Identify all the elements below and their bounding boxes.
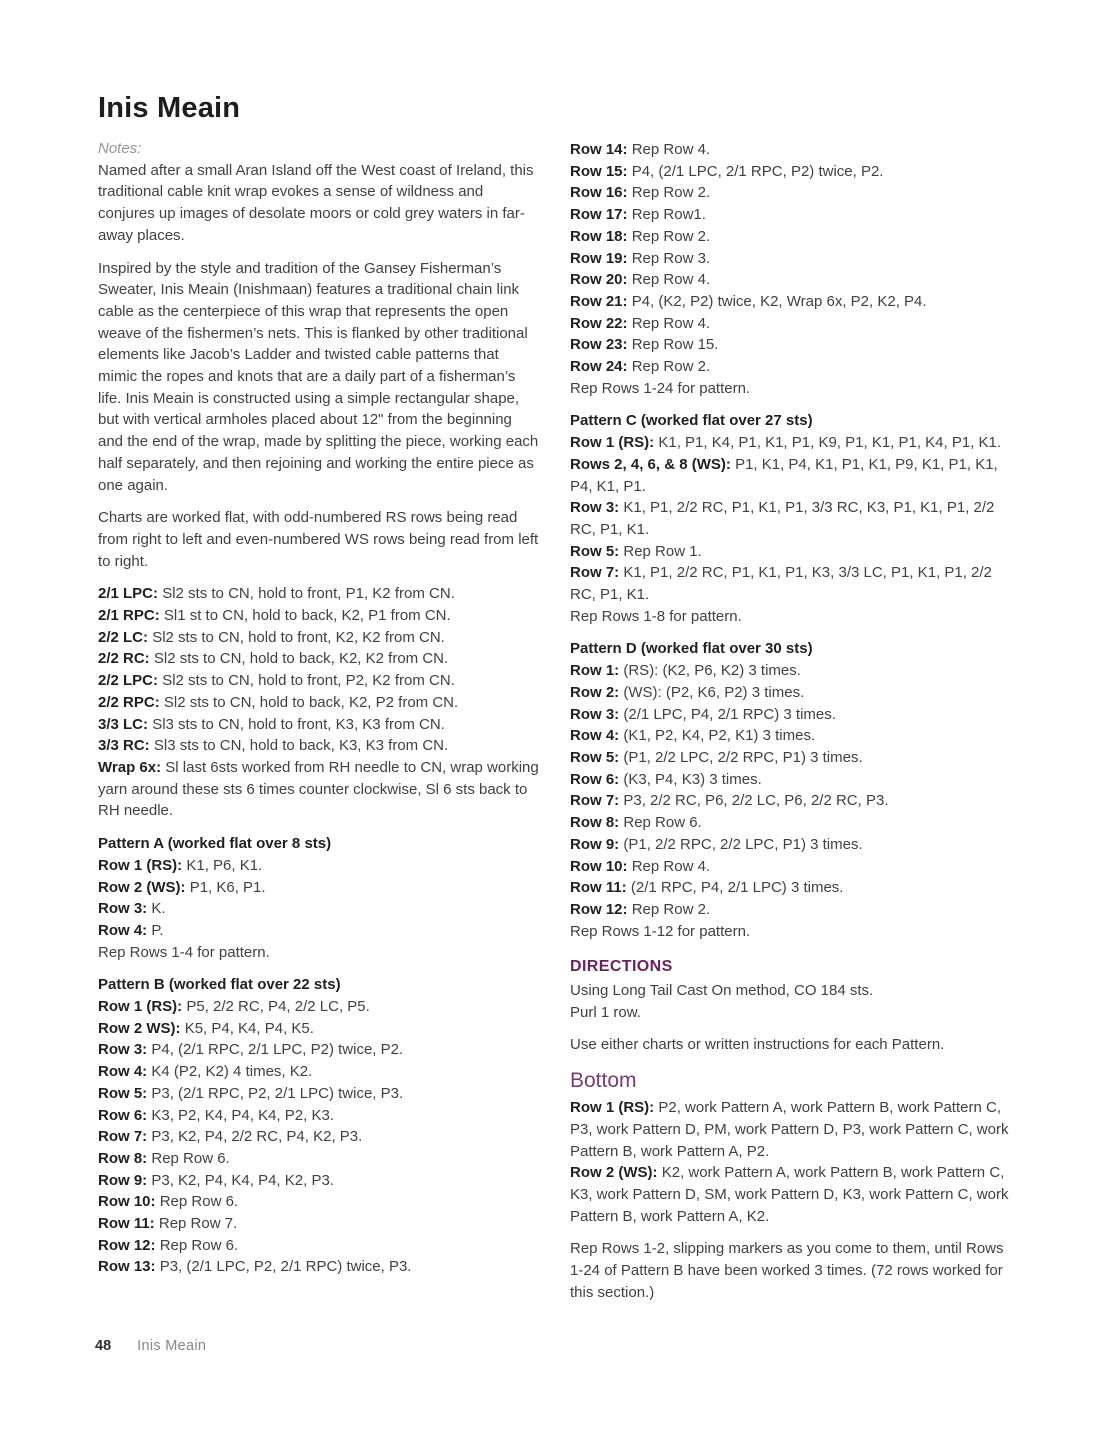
row-label: Row 2 (WS): [98, 878, 186, 896]
row-label: Row 16: [570, 184, 628, 202]
row-label: Row 10: [570, 857, 628, 875]
stitch-key-row [98, 692, 541, 714]
row-instructions: Rep Row 4. [631, 857, 711, 875]
row-instructions: Rep Row 6. [159, 1236, 239, 1254]
row-label: Row 11: [98, 1215, 155, 1233]
directions-line [570, 980, 1017, 1002]
pattern-row [98, 996, 541, 1018]
row-instructions: (K3, P4, K3) 3 times. [623, 770, 762, 788]
stitch-abbreviation: 3/3 RC: [98, 737, 150, 755]
pattern-row [570, 562, 1017, 605]
stitch-abbreviation: Wrap 6x: [98, 758, 162, 776]
intro-paragraph-text: Charts are worked flat, with odd-numbered RS rows being read from right to left and even-numbered WS rows being read from left to right. [98, 509, 539, 570]
footer-title: Inis Meain [137, 1338, 207, 1354]
stitch-key-row [98, 605, 541, 627]
bottom-heading: Bottom [570, 1069, 637, 1093]
pattern-row [570, 541, 1017, 563]
row-label: Row 19: [570, 249, 628, 267]
pattern-d-heading: Pattern D (worked flat over 30 sts) [570, 640, 813, 658]
intro-paragraph-text: Inspired by the style and tradition of the Gansey Fisherman’s Sweater, Inis Meain (Inishmaan) features a traditional chain link cable as the centerpiece of this wrap that represents the open weave of the fishermen’s nets. This is flanked by other traditional elements like Jacob’s Ladder and twisted cable patterns that mimic the ropes and knots that are a daily part of a fisherman’s life. Inis Meain is constructed using a simple rectangular shape, but with vertical armholes placed about 12" from the beginning and the end of the wrap, made by splitting the piece, working each half separately, and then rejoining and working the entire piece as one again. [98, 259, 539, 494]
row-label: Row 12: [98, 1236, 156, 1254]
row-instructions: Rep Row1. [631, 206, 706, 224]
pattern-d-repeat-note: Rep Rows 1-12 for pattern. [570, 922, 751, 940]
row-instructions: Rep Row 6. [623, 814, 702, 832]
row-label: Row 18: [570, 227, 628, 245]
stitch-key-row [98, 714, 541, 736]
row-label: Row 1 (RS): [570, 1099, 655, 1117]
pattern-row [570, 269, 1017, 291]
pattern-row [570, 790, 1017, 812]
pattern-row [570, 432, 1017, 454]
row-instructions: K1, P1, K4, P1, K1, P1, K9, P1, K1, P1, K4, P1, K1. [658, 434, 1002, 452]
row-label: Row 7: [570, 792, 620, 810]
row-instructions: Rep Row 2. [631, 900, 711, 918]
page-footer [95, 1336, 206, 1358]
left-column [98, 92, 541, 1278]
row-instructions: P4, (K2, P2) twice, K2, Wrap 6x, P2, K2, P4. [631, 292, 927, 310]
right-column [570, 139, 1017, 1303]
row-label: Row 5: [98, 1084, 148, 1102]
stitch-abbreviation: 2/2 LC: [98, 628, 149, 646]
directions-note: Use either charts or written instructions for each Pattern. [570, 1036, 945, 1054]
stitch-abbreviation: 2/2 LPC: [98, 672, 159, 690]
pattern-row [570, 812, 1017, 834]
pattern-a-heading: Pattern A (worked flat over 8 sts) [98, 835, 332, 853]
pattern-row [98, 1256, 541, 1278]
directions-lines [570, 980, 1017, 1023]
stitch-abbreviation: 2/2 RC: [98, 650, 150, 668]
stitch-definition: Sl2 sts to CN, hold to back, K2, P2 from CN. [163, 693, 459, 711]
pattern-row [570, 226, 1017, 248]
row-label: Row 7: [570, 564, 620, 582]
row-label: Row 2: [570, 683, 620, 701]
row-instructions: Rep Row 6. [159, 1193, 239, 1211]
row-label: Row 5: [570, 748, 620, 766]
row-instructions: P2, work Pattern A, work Pattern B, work Pattern C, P3, work Pattern D, PM, work Pattern D, P3, work Pattern C, work Pattern B, work Pattern A, P2. [570, 1099, 1009, 1160]
pattern-b-section-part2 [570, 139, 1017, 399]
stitch-key-row [98, 757, 541, 822]
bottom-rows [570, 1097, 1017, 1227]
pattern-a-repeat-note: Rep Rows 1-4 for pattern. [98, 943, 270, 961]
pattern-b-heading: Pattern B (worked flat over 22 sts) [98, 976, 341, 994]
pattern-d-rows [570, 660, 1017, 920]
pattern-row [570, 313, 1017, 335]
row-label: Row 24: [570, 358, 628, 376]
stitch-key-row [98, 670, 541, 692]
stitch-abbreviation: 3/3 LC: [98, 715, 149, 733]
intro-paragraph [98, 507, 541, 572]
row-instructions: Rep Row 4. [631, 271, 711, 289]
directions-section [570, 956, 1017, 1056]
stitch-definition: Sl3 sts to CN, hold to front, K3, K3 from CN. [152, 715, 445, 733]
row-instructions: P4, (2/1 LPC, 2/1 RPC, P2) twice, P2. [631, 162, 884, 180]
bottom-repeat-note: Rep Rows 1-2, slipping markers as you come to them, until Rows 1-24 of Pattern B have been worked 3 times. (72 rows worked for this section.) [570, 1240, 1004, 1301]
pattern-b-section-part1 [98, 974, 541, 1278]
row-instructions: P3, K2, P4, 2/2 RC, P4, K2, P3. [151, 1128, 363, 1146]
row-label: Row 12: [570, 900, 628, 918]
row-label: Row 9: [98, 1171, 148, 1189]
pattern-b-rows-right [570, 139, 1017, 378]
pattern-a-section [98, 833, 541, 963]
pattern-row [98, 1061, 541, 1083]
directions-heading: DIRECTIONS [570, 958, 673, 976]
row-label: Row 3: [570, 499, 620, 517]
row-label: Row 20: [570, 271, 628, 289]
row-instructions: (2/1 LPC, P4, 2/1 RPC) 3 times. [623, 705, 836, 723]
row-instructions: Rep Row 7. [158, 1215, 238, 1233]
stitch-definition: Sl1 st to CN, hold to back, K2, P1 from CN. [163, 607, 451, 625]
pattern-row [570, 747, 1017, 769]
row-instructions: K4 (P2, K2) 4 times, K2. [151, 1063, 313, 1081]
row-instructions: K1, P6, K1. [186, 856, 263, 874]
row-label: Row 6: [570, 770, 620, 788]
pattern-c-heading: Pattern C (worked flat over 27 sts) [570, 412, 813, 430]
stitch-definition: Sl last 6sts worked from RH needle to CN, wrap working yarn around these sts 6 times counter clockwise, Sl 6 sts back to RH needle. [98, 758, 539, 820]
intro-paragraphs [98, 160, 541, 573]
row-instructions: P4, (2/1 RPC, 2/1 LPC, P2) twice, P2. [151, 1041, 404, 1059]
pattern-d-section [570, 638, 1017, 942]
pattern-row [570, 682, 1017, 704]
row-instructions: Rep Row 1. [623, 542, 702, 560]
row-label: Row 1 (RS): [570, 434, 655, 452]
row-instructions: (P1, 2/2 RPC, 2/2 LPC, P1) 3 times. [623, 835, 863, 853]
row-label: Row 7: [98, 1128, 148, 1146]
directions-line [570, 1002, 1017, 1024]
row-label: Row 5: [570, 542, 620, 560]
pattern-row [570, 161, 1017, 183]
pattern-row [570, 660, 1017, 682]
row-instructions: Rep Row 2. [631, 358, 711, 376]
pattern-row [570, 1097, 1017, 1162]
pattern-c-repeat-note: Rep Rows 1-8 for pattern. [570, 607, 742, 625]
row-label: Row 13: [98, 1258, 156, 1276]
row-label: Row 14: [570, 141, 628, 158]
row-instructions: (RS): (K2, P6, K2) 3 times. [623, 662, 801, 680]
pattern-row [98, 1018, 541, 1040]
intro-paragraph [98, 258, 541, 497]
row-instructions: Rep Row 2. [631, 227, 711, 245]
pattern-row [570, 248, 1017, 270]
stitch-abbreviation: 2/2 RPC: [98, 693, 160, 711]
intro-paragraph-text: Named after a small Aran Island off the West coast of Ireland, this traditional cable knit wrap evokes a sense of wildness and conjures up images of desolate moors or cold grey waters in far-away places. [98, 161, 534, 244]
stitch-key-row [98, 735, 541, 757]
row-instructions: (WS): (P2, K6, P2) 3 times. [623, 683, 805, 701]
row-label: Row 11: [570, 879, 627, 897]
stitch-definition: Sl3 sts to CN, hold to back, K3, K3 from CN. [153, 737, 449, 755]
row-instructions: Rep Row 4. [631, 141, 711, 158]
row-label: Row 2 (WS): [570, 1164, 658, 1182]
pattern-row [570, 182, 1017, 204]
row-instructions: K2, work Pattern A, work Pattern B, work Pattern C, K3, work Pattern D, SM, work Pattern D, K3, work Pattern C, work Pattern B, work Pattern A, K2. [570, 1164, 1009, 1225]
row-instructions: Rep Row 2. [631, 184, 711, 202]
pattern-row [570, 356, 1017, 378]
pattern-row [570, 334, 1017, 356]
row-instructions: K5, P4, K4, P4, K5. [184, 1019, 314, 1037]
pattern-row [98, 1235, 541, 1257]
row-instructions: P1, K1, P4, K1, P1, K1, P9, K1, P1, K1, P4, K1, P1. [570, 455, 998, 495]
stitch-definition: Sl2 sts to CN, hold to front, K2, K2 from CN. [152, 628, 445, 646]
pattern-row [570, 834, 1017, 856]
row-label: Row 4: [98, 1063, 148, 1081]
directions-line-text: Purl 1 row. [570, 1003, 641, 1021]
row-label: Rows 2, 4, 6, & 8 (WS): [570, 455, 731, 473]
row-instructions: P5, 2/2 RC, P4, 2/2 LC, P5. [186, 998, 370, 1016]
row-label: Row 10: [98, 1193, 156, 1211]
row-label: Row 3: [98, 1041, 148, 1059]
pattern-c-rows [570, 432, 1017, 606]
row-label: Row 3: [98, 900, 148, 918]
stitch-key-row [98, 583, 541, 605]
intro-paragraph [98, 160, 541, 247]
row-label: Row 22: [570, 314, 628, 332]
row-label: Row 23: [570, 336, 628, 354]
stitch-abbreviation: 2/1 RPC: [98, 607, 160, 625]
row-instructions: (P1, 2/2 LPC, 2/2 RPC, P1) 3 times. [623, 748, 863, 766]
stitch-key-row [98, 627, 541, 649]
row-instructions: P3, (2/1 LPC, P2, 2/1 RPC) twice, P3. [159, 1258, 412, 1276]
stitch-definition: Sl2 sts to CN, hold to front, P2, K2 from CN. [162, 672, 455, 690]
stitch-definition: Sl2 sts to CN, hold to front, P1, K2 from CN. [162, 585, 455, 603]
stitch-abbreviation: 2/1 LPC: [98, 585, 159, 603]
pattern-row [570, 139, 1017, 161]
row-instructions: P3, 2/2 RC, P6, 2/2 LC, P6, 2/2 RC, P3. [623, 792, 889, 810]
pattern-row [98, 855, 541, 877]
pattern-b-rows-left [98, 996, 541, 1278]
row-instructions: Rep Row 3. [631, 249, 711, 267]
pattern-row [98, 1083, 541, 1105]
pattern-row [98, 1213, 541, 1235]
row-instructions: K. [151, 900, 166, 918]
row-label: Row 8: [570, 814, 620, 832]
page-title: Inis Meain [98, 92, 241, 124]
row-instructions: Rep Row 4. [631, 314, 711, 332]
pattern-row [98, 877, 541, 899]
row-label: Row 1: [570, 662, 620, 680]
pattern-row [98, 898, 541, 920]
pattern-row [570, 725, 1017, 747]
pattern-row [570, 704, 1017, 726]
row-label: Row 4: [98, 921, 148, 939]
row-label: Row 21: [570, 292, 628, 310]
row-instructions: K1, P1, 2/2 RC, P1, K1, P1, 3/3 RC, K3, P1, K1, P1, 2/2 RC, P1, K1. [570, 499, 995, 538]
row-instructions: P3, (2/1 RPC, P2, 2/1 LPC) twice, P3. [151, 1084, 404, 1102]
row-instructions: K3, P2, K4, P4, K4, P2, K3. [151, 1106, 334, 1124]
row-label: Row 3: [570, 705, 620, 723]
pattern-row [570, 291, 1017, 313]
pattern-row [98, 1126, 541, 1148]
pattern-row [570, 856, 1017, 878]
pattern-row [98, 1170, 541, 1192]
row-label: Row 9: [570, 835, 620, 853]
pattern-row [570, 877, 1017, 899]
page-number: 48 [95, 1338, 112, 1354]
row-instructions: P1, K6, P1. [189, 878, 266, 896]
stitch-key-row [98, 648, 541, 670]
pattern-b-repeat-note: Rep Rows 1-24 for pattern. [570, 379, 751, 397]
pattern-row [98, 920, 541, 942]
row-label: Row 8: [98, 1149, 148, 1167]
row-label: Row 15: [570, 162, 628, 180]
pattern-row [570, 454, 1017, 497]
row-label: Row 6: [98, 1106, 148, 1124]
row-label: Row 4: [570, 727, 620, 745]
row-instructions: Rep Row 15. [631, 336, 719, 354]
notes-label: Notes: [98, 140, 142, 157]
pattern-row [570, 1162, 1017, 1227]
bottom-section [570, 1068, 1017, 1303]
pattern-c-section [570, 410, 1017, 627]
row-instructions: K1, P1, 2/2 RC, P1, K1, P1, K3, 3/3 LC, P1, K1, P1, 2/2 RC, P1, K1. [570, 564, 992, 604]
pattern-row [98, 1039, 541, 1061]
pattern-row [98, 1191, 541, 1213]
pattern-row [570, 769, 1017, 791]
pattern-a-rows [98, 855, 541, 942]
pattern-row [570, 497, 1017, 540]
row-instructions: Rep Row 6. [151, 1149, 230, 1167]
row-instructions: P3, K2, P4, K4, P4, K2, P3. [151, 1171, 334, 1189]
row-label: Row 1 (RS): [98, 998, 183, 1016]
stitch-definition: Sl2 sts to CN, hold to back, K2, K2 from CN. [153, 650, 449, 668]
row-label: Row 17: [570, 206, 628, 224]
row-instructions: (K1, P2, K4, P2, K1) 3 times. [623, 727, 816, 745]
pattern-row [570, 204, 1017, 226]
row-instructions: (2/1 RPC, P4, 2/1 LPC) 3 times. [630, 879, 844, 897]
row-label: Row 2 WS): [98, 1019, 181, 1037]
row-instructions: P. [151, 921, 164, 939]
pattern-row [98, 1105, 541, 1127]
directions-line-text: Using Long Tail Cast On method, CO 184 sts. [570, 982, 874, 1000]
row-label: Row 1 (RS): [98, 856, 183, 874]
pattern-row [570, 899, 1017, 921]
stitch-key-section [98, 583, 541, 822]
pattern-row [98, 1148, 541, 1170]
